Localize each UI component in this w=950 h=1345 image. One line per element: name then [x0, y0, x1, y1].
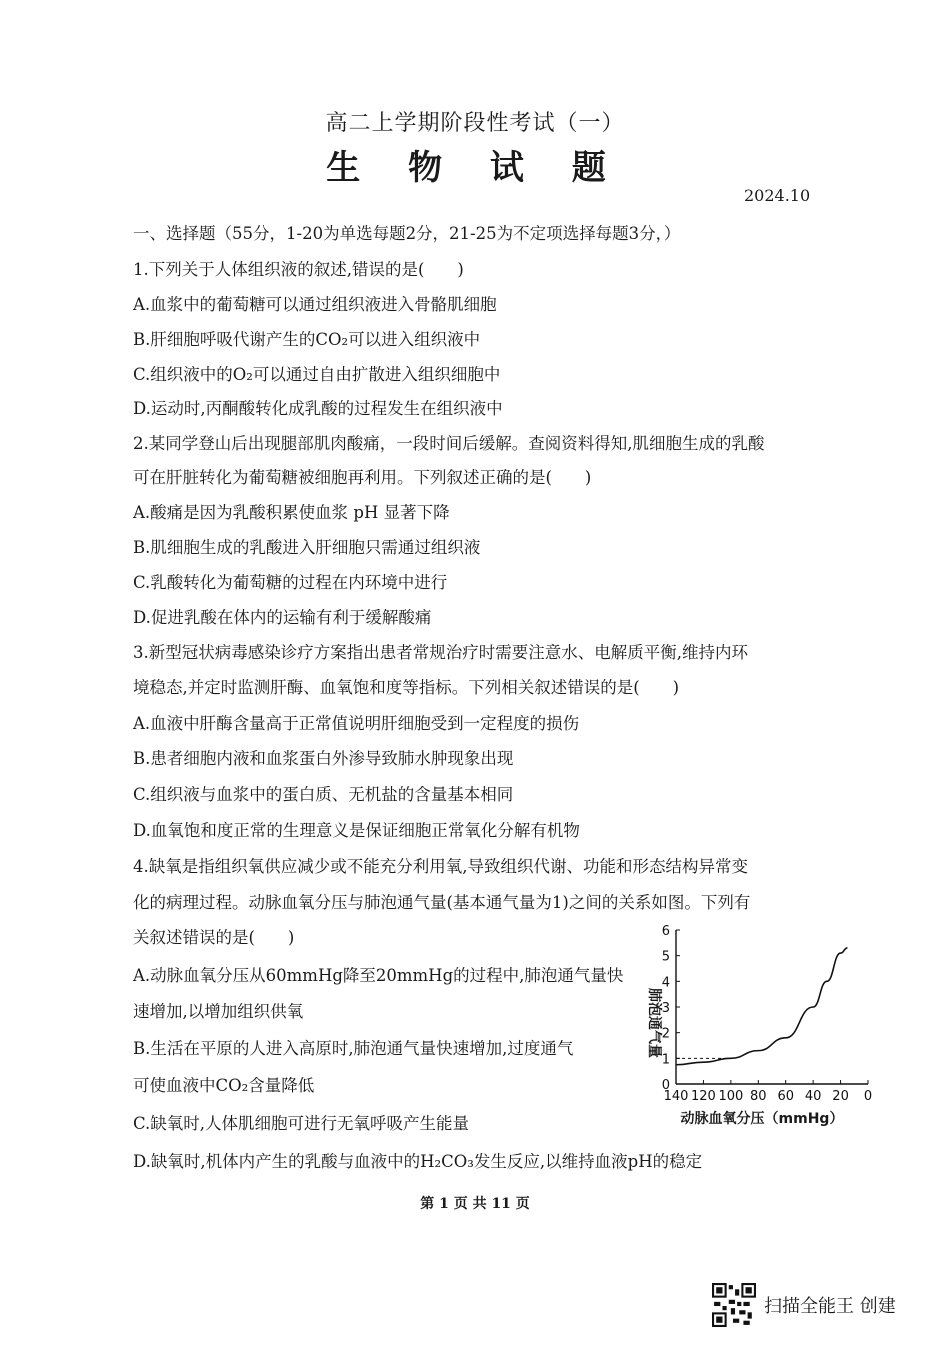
question-3-option-c: C.组织液与血浆中的蛋白质、无机盐的含量基本相同 [133, 785, 514, 804]
chart-x-axis-label: 动脉血氧分压（mmHg） [680, 1111, 844, 1127]
chart-y-tick-label: 6 [661, 924, 670, 939]
question-4-option-a-line-2: 速增加,以增加组织供氧 [133, 1002, 304, 1021]
question-2-option-a: A.酸痛是因为乳酸积累使血浆 pH 显著下降 [133, 503, 450, 522]
exam-title: 高二上学期阶段性考试（一） [325, 111, 625, 136]
chart-x-tick-label: 20 [832, 1089, 849, 1104]
question-2-stem-line-2: 可在肝脏转化为葡萄糖被细胞再利用。下列叙述正确的是( ) [133, 468, 592, 487]
question-2-option-b: B.肌细胞生成的乳酸进入肝细胞只需通过组织液 [133, 538, 481, 557]
section-heading: 一、选择题（55分，1-20为单选每题2分，21-25为不定项选择每题3分，） [133, 224, 681, 243]
chart-x-tick-label: 100 [718, 1089, 744, 1104]
chart-y-tick-label: 5 [661, 949, 670, 965]
chart-x-tick-label: 120 [691, 1089, 716, 1104]
watermark-text: 扫描全能王 创建 [764, 1296, 896, 1317]
question-4-option-b-line-2: 可使血液中CO₂含量降低 [133, 1076, 315, 1095]
chart-y-axis-label: 肺泡通气量 [646, 988, 662, 1058]
question-4-stem-line-3: 关叙述错误的是( ) [133, 928, 295, 947]
chart-y-tick-label: 0 [661, 1078, 670, 1093]
question-3-option-a: A.血液中肝酶含量高于正常值说明肝细胞受到一定程度的损伤 [133, 714, 580, 733]
page-footer: 第 1 页 共 11 页 [420, 1196, 530, 1212]
chart-y-tick-label: 1 [661, 1052, 670, 1068]
question-4-stem-line-2: 化的病理过程。动脉血氧分压与肺泡通气量(基本通气量为1)之间的关系如图。下列有 [133, 893, 751, 912]
question-4-stem-line-1: 4.缺氧是指组织氧供应减少或不能充分利用氧,导致组织代谢、功能和形态结构异常变 [133, 857, 748, 876]
question-4-option-b-line-1: B.生活在平原的人进入高原时,肺泡通气量快速增加,过度通气 [133, 1039, 574, 1058]
question-2-stem-line-1: 2.某同学登山后出现腿部肌肉酸痛，一段时间后缓解。查阅资料得知,肌细胞生成的乳酸 [133, 434, 765, 453]
question-2-option-c: C.乳酸转化为葡萄糖的过程在内环境中进行 [133, 573, 448, 592]
chart-x-tick-label: 60 [777, 1089, 794, 1104]
question-4-option-d: D.缺氧时,机体内产生的乳酸与血液中的H₂CO₃发生反应,以维持血液pH的稳定 [133, 1152, 703, 1171]
question-1-option-c: C.组织液中的O₂可以通过自由扩散进入组织细胞中 [133, 365, 501, 384]
question-3-option-b: B.患者细胞内液和血浆蛋白外渗导致肺水肿现象出现 [133, 749, 514, 768]
chart-y-tick-label: 2 [661, 1026, 670, 1042]
oxygen-ventilation-chart [632, 918, 882, 1130]
chart-x-tick-label: 40 [804, 1089, 822, 1104]
question-1-option-d: D.运动时,丙酮酸转化成乳酸的过程发生在组织液中 [133, 399, 503, 418]
chart-y-tick-label: 3 [661, 1001, 670, 1016]
question-3-stem-line-1: 3.新型冠状病毒感染诊疗方案指出患者常规治疗时需要注意水、电解质平衡,维持内环 [133, 643, 748, 662]
chart-series-line [676, 948, 847, 1065]
chart-x-tick-label: 0 [863, 1089, 873, 1104]
question-4-option-a-line-1: A.动脉血氧分压从60mmHg降至20mmHg的过程中,肺泡通气量快 [133, 966, 624, 985]
chart-x-tick-label: 140 [663, 1089, 689, 1104]
subject-title: 生 物 试 题 [326, 148, 624, 188]
question-1-stem: 1.下列关于人体组织液的叙述,错误的是( ) [133, 260, 464, 279]
question-3-stem-line-2: 境稳态,并定时监测肝酶、血氧饱和度等指标。下列相关叙述错误的是( ) [133, 678, 680, 697]
question-1-option-b: B.肝细胞呼吸代谢产生的CO₂可以进入组织液中 [133, 330, 481, 349]
question-1-option-a: A.血浆中的葡萄糖可以通过组织液进入骨骼肌细胞 [133, 295, 497, 314]
chart-y-tick-label: 4 [661, 975, 670, 991]
scanner-watermark [712, 1283, 896, 1327]
chart-x-tick-label: 80 [750, 1089, 767, 1104]
question-3-option-d: D.血氧饱和度正常的生理意义是保证细胞正常氧化分解有机物 [133, 821, 580, 840]
question-2-option-d: D.促进乳酸在体内的运输有利于缓解酸痛 [133, 608, 432, 627]
exam-date: 2024.10 [744, 186, 811, 205]
qr-code-icon [712, 1283, 756, 1327]
question-4-option-c: C.缺氧时,人体肌细胞可进行无氧呼吸产生能量 [133, 1114, 470, 1133]
